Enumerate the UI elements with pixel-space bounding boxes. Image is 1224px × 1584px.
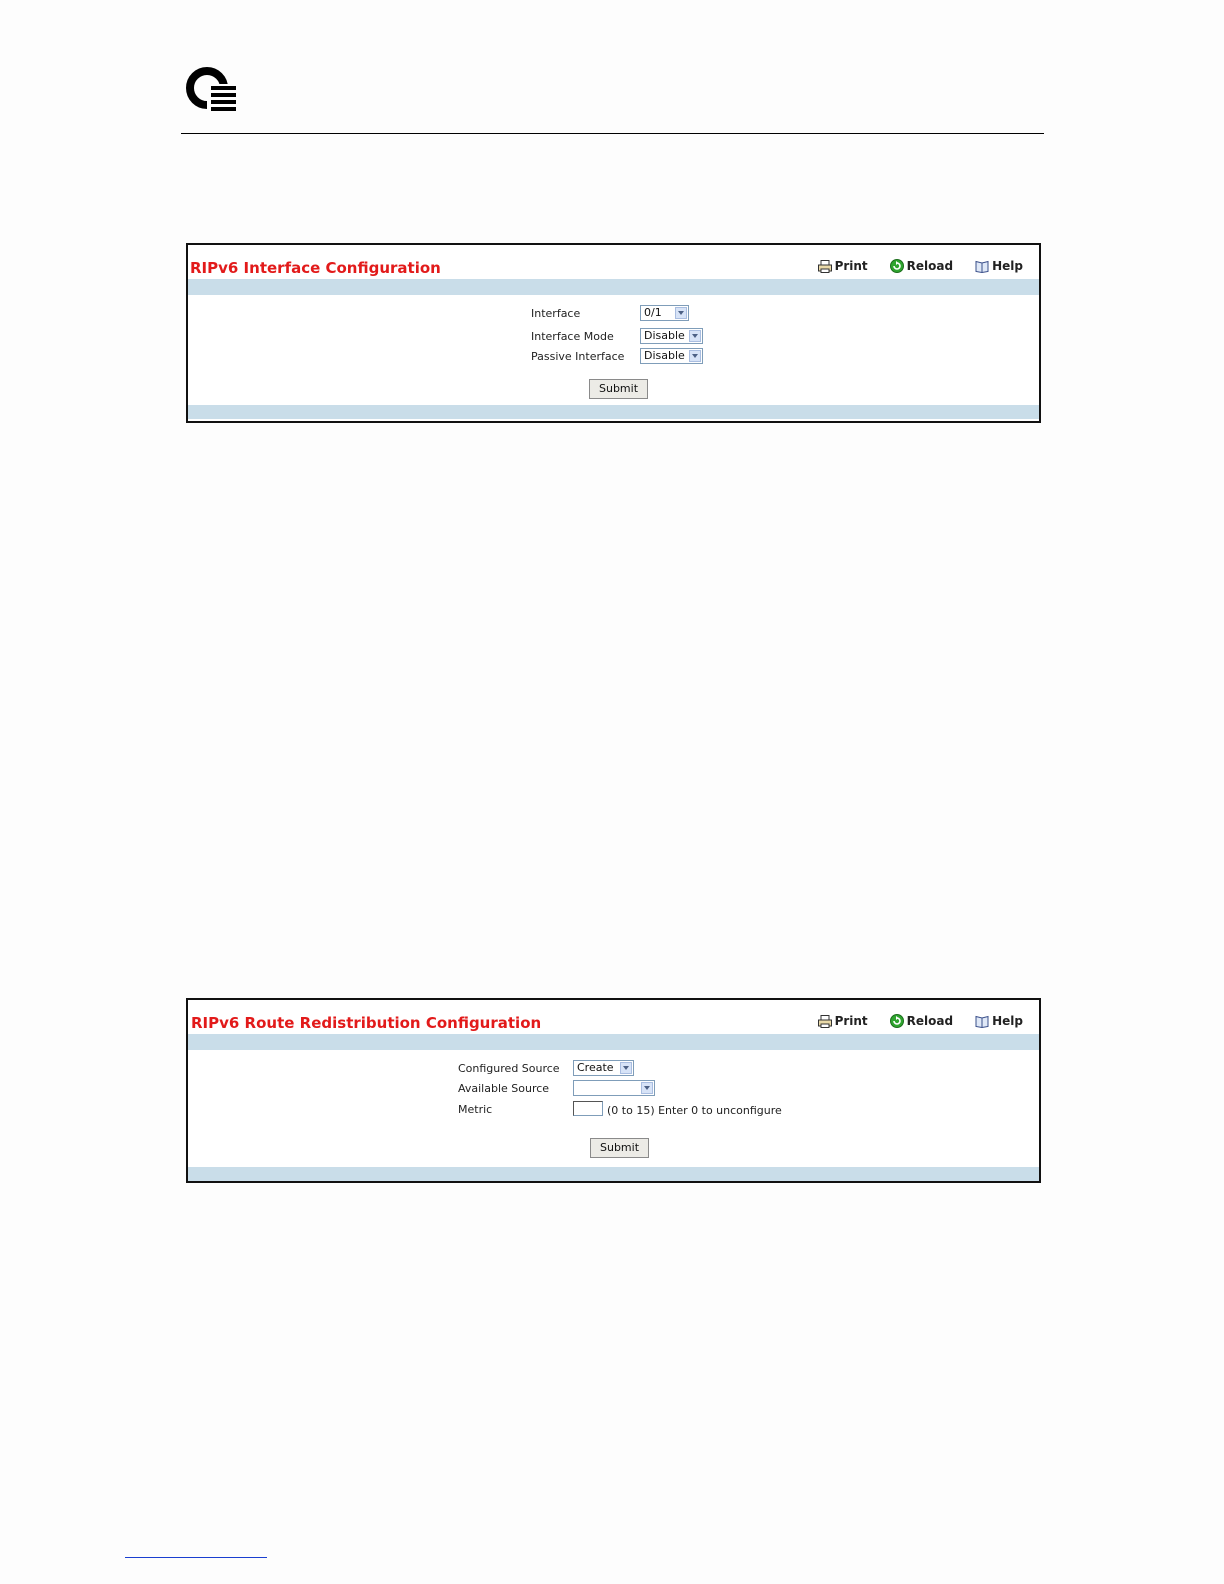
panel-body [188,1050,1039,1167]
help-button[interactable] [975,1014,1023,1028]
metric-input[interactable] [573,1101,603,1116]
help-book-icon [975,260,989,273]
reload-label: Reload [906,1014,954,1028]
chevron-down-icon [689,330,701,342]
header-divider [181,133,1044,134]
interface-mode-select[interactable] [640,328,703,344]
available-source-select[interactable] [573,1080,655,1096]
interface-label: Interface [531,307,581,320]
interface-mode-select-value: Disable [644,329,685,342]
panel-toolbar [818,1014,1023,1028]
chevron-down-icon [641,1082,653,1094]
interface-mode-label: Interface Mode [531,330,614,343]
panel-header [188,245,1039,279]
printer-icon [818,1015,832,1028]
panel-header [188,1000,1039,1034]
ripv6-interface-config-panel [186,243,1041,423]
metric-hint: (0 to 15) Enter 0 to unconfigure [607,1104,782,1117]
reload-icon [890,1014,904,1028]
panel-band-top [188,279,1039,295]
help-label: Help [992,1014,1023,1028]
printer-icon [818,260,832,273]
help-book-icon [975,1015,989,1028]
configured-source-select-value: Create [577,1061,614,1074]
chevron-down-icon [675,307,687,319]
panel-band-bottom [188,1167,1039,1181]
submit-button[interactable]: Submit [589,379,648,399]
print-button[interactable] [818,259,868,273]
help-label: Help [992,259,1023,273]
metric-label: Metric [458,1103,493,1116]
reload-label: Reload [906,259,954,273]
available-source-label: Available Source [458,1082,550,1095]
print-label: Print [834,1014,868,1028]
panel-title: RIPv6 Route Redistribution Configuration [191,1014,542,1032]
footer-link-rule [125,1557,267,1558]
configured-source-select[interactable] [573,1060,634,1076]
panel-title: RIPv6 Interface Configuration [190,259,441,277]
reload-button[interactable] [890,1014,953,1028]
chevron-down-icon [620,1062,632,1074]
print-button[interactable] [818,1014,868,1028]
reload-button[interactable] [890,259,953,273]
reload-icon [890,259,904,273]
passive-interface-select[interactable] [640,348,703,364]
submit-button[interactable]: Submit [590,1138,649,1158]
interface-select-value: 0/1 [644,306,662,319]
q-logo-icon [185,64,239,114]
interface-select[interactable] [640,305,689,321]
panel-band-bottom [188,405,1039,419]
panel-band-top [188,1034,1039,1050]
ripv6-route-redistribution-panel [186,998,1041,1183]
print-label: Print [834,259,868,273]
help-button[interactable] [975,259,1023,273]
panel-toolbar [818,259,1023,273]
chevron-down-icon [689,350,701,362]
passive-interface-select-value: Disable [644,349,685,362]
configured-source-label: Configured Source [458,1062,560,1075]
panel-body [188,295,1039,405]
passive-interface-label: Passive Interface [531,350,625,363]
